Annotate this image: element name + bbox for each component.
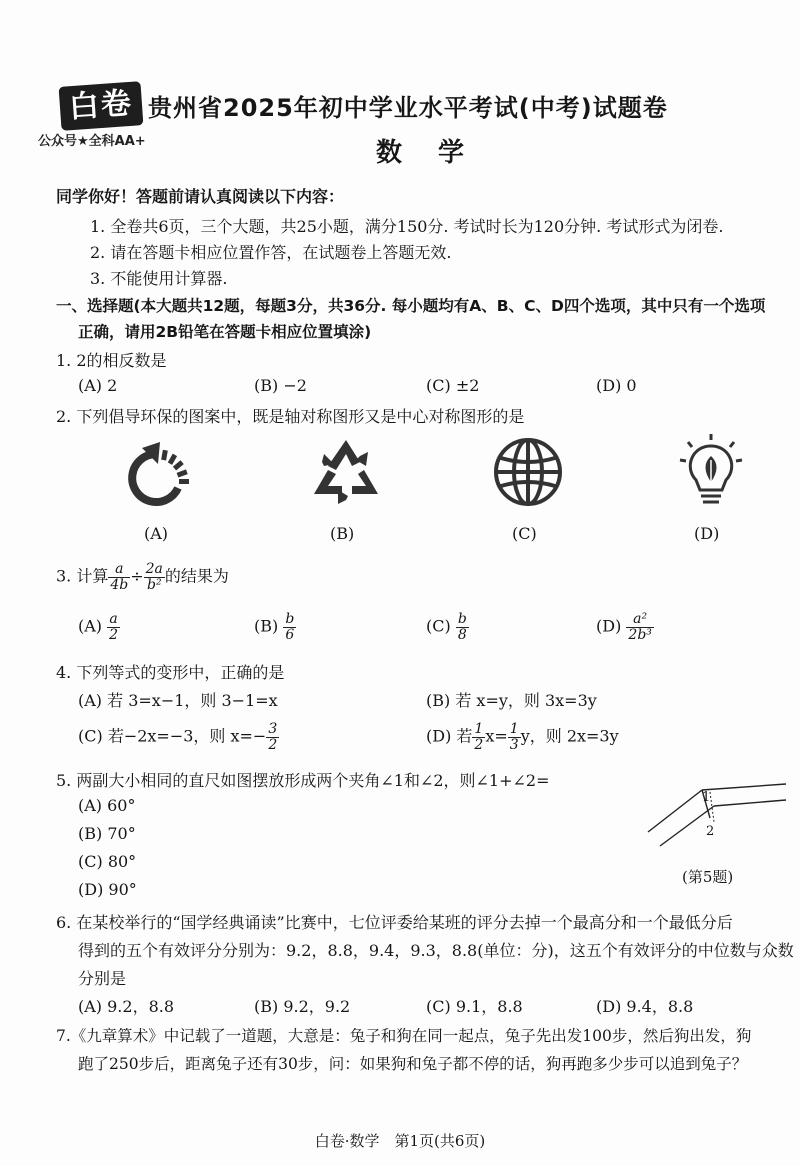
- question-2-stem: 2. 下列倡导环保的图案中，既是轴对称图形又是中心对称图形的是: [56, 407, 525, 426]
- q1-option-a: (A) 2: [78, 376, 118, 395]
- q1-option-b: (B) −2: [254, 376, 307, 395]
- q3-prefix: 3. 计算: [56, 566, 109, 586]
- q2-label-d: (D): [694, 524, 720, 543]
- q3-option-d: (D) $\frac{\text{a²}}{\text{2b³}}$: [596, 611, 652, 643]
- recycle-icon: [308, 434, 384, 510]
- q4-option-a: (A) 若 3=x−1，则 3−1=x: [78, 691, 278, 710]
- q3-option-b: (B) $\frac{b}{6}$: [254, 611, 295, 643]
- figure-caption: (第5题): [682, 868, 734, 886]
- question-1-stem: 1. 2的相反数是: [56, 351, 167, 370]
- subject-title: 数学: [376, 138, 501, 168]
- q1-option-d: (D) 0: [596, 376, 637, 395]
- q5-option-a: (A) 60°: [78, 796, 136, 815]
- section-heading: 一、选择题(本大题共12题，每题3分，共36分. 每小题均有A、B、C、D四个选项，其中只有一个选项: [56, 297, 766, 315]
- question-7-stem-cont: 跑了250步后，距离兔子还有30步，问：如果狗和兔子都不停的话，狗再跑多少步可以追到兔子？: [78, 1055, 748, 1073]
- brand-subtitle: 公众号★全科AA+: [38, 134, 146, 149]
- question-3-stem: [56, 562, 229, 592]
- exam-title: 贵州省2025年初中学业水平考试(中考)试题卷: [148, 94, 668, 122]
- q4-option-c: (C) 若−2x=−3，则 x=− $\frac{3}{2}$: [78, 721, 278, 753]
- q2-label-b: (B): [330, 524, 355, 543]
- q2-label-c: (C): [512, 524, 537, 543]
- q1-option-c: (C) ±2: [426, 376, 480, 395]
- q3-fraction-1: $\frac{a}{4b}$: [110, 561, 129, 593]
- instruction-item: 2. 请在答题卡相应位置作答，在试题卷上答题无效.: [90, 243, 452, 262]
- q3-option-c: (C) $\frac{b}{8}$: [426, 611, 467, 643]
- brand-logo: 白卷: [59, 81, 144, 131]
- instructions-heading: 同学你好！答题前请认真阅读以下内容：: [56, 187, 345, 206]
- q4-option-b: (B) 若 x=y，则 3x=3y: [426, 691, 597, 710]
- question-5-stem: 5. 两副大小相同的直尺如图摆放形成两个夹角∠1和∠2，则∠1+∠2=: [56, 771, 550, 790]
- instruction-item: 3. 不能使用计算器.: [90, 269, 228, 288]
- section-heading-cont: 正确，请用2B铅笔在答题卡相应位置填涂): [78, 323, 372, 341]
- q2-label-a: (A): [144, 524, 169, 543]
- globe-icon: [492, 436, 564, 508]
- question-6-stem-cont: 得到的五个有效评分分别为：9.2，8.8，9.4，9.3，8.8(单位：分)，这五个有效评分的中位数与众数: [78, 941, 794, 960]
- q3-operator: ÷: [130, 566, 144, 586]
- instruction-item: 1. 全卷共6页，三个大题，共25小题，满分150分. 考试时长为120分钟. 考试形式为闭卷.: [90, 217, 724, 236]
- q6-option-d: (D) 9.4，8.8: [596, 997, 694, 1016]
- q3-fraction-2: $\frac{2a}{\text{b²}}$: [145, 561, 163, 593]
- page-footer: 白卷·数学 第1页(共6页): [314, 1132, 486, 1150]
- question-6-stem: 6. 在某校举行的“国学经典诵读”比赛中，七位评委给某班的评分去掉一个最高分和一个最低分后: [56, 913, 733, 932]
- fig-angle-2-label: 2: [706, 824, 715, 839]
- q5-option-b: (B) 70°: [78, 824, 136, 843]
- q6-option-a: (A) 9.2，8.8: [78, 997, 175, 1016]
- q6-option-b: (B) 9.2，9.2: [254, 997, 351, 1016]
- question-7-stem: 7.《九章算术》中记载了一道题，大意是：兔子和狗在同一起点，兔子先出发100步，然后狗出发，狗: [56, 1027, 752, 1045]
- fig-angle-1-label: 1: [702, 790, 711, 805]
- q5-option-d: (D) 90°: [78, 880, 137, 899]
- q4-option-d: (D) 若 $\frac{1}{2}$ x= $\frac{1}{3}$ y，则 2x=3y: [426, 721, 619, 753]
- question-6-stem-cont: 分别是: [78, 969, 127, 988]
- refresh-arrow-icon: [116, 440, 200, 512]
- rulers-figure: [640, 770, 790, 862]
- q3-option-a: (A) $\frac{a}{2}$: [78, 611, 119, 643]
- lightbulb-icon: [674, 432, 748, 516]
- q3-suffix: 的结果为: [164, 566, 229, 586]
- q5-option-c: (C) 80°: [78, 852, 137, 871]
- q6-option-c: (C) 9.1，8.8: [426, 997, 523, 1016]
- question-4-stem: 4. 下列等式的变形中，正确的是: [56, 663, 285, 682]
